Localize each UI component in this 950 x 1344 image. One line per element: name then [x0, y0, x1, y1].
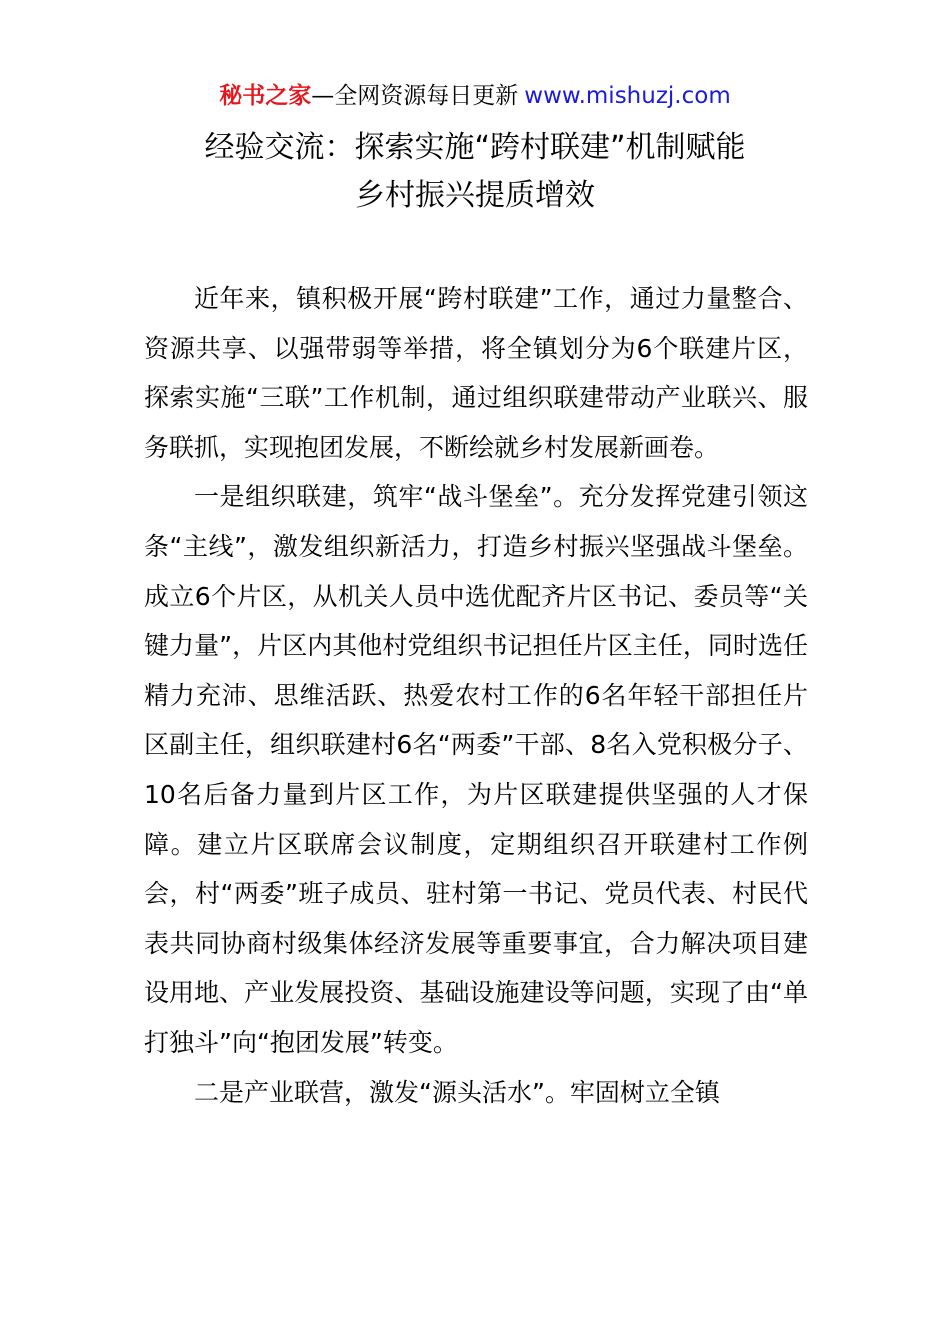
- title-line-1: 经验交流：探索实施“跨村联建”机制赋能: [204, 130, 746, 165]
- paragraph-organization: 一是组织联建，筑牢“战斗堡垒”。充分发挥党建引领这条“主线”，激发组织新活力，打造乡村振兴坚强战斗堡垒。成立6个片区，从机关人员中选优配齐片区书记、委员等“关键力量”，片区内其他村党组织书记担任片区主任，同时选任精力充沛、思维活跃、热爱农村工作的6名年轻干部担任片区副主任，组织联建村6名“两委”干部、8名入党积极分子、10名后备力量到片区工作，为片区联建提供坚强的人才保障。建立片区联席会议制度，定期组织召开联建村工作例会，村“两委”班子成员、驻村第一书记、党员代表、村民代表共同协商村级集体经济发展等重要事宜，合力解决项目建设用地、产业发展投资、基础设施建设等问题，实现了由“单打独斗”向“抱团发展”转变。: [144, 482, 808, 1057]
- site-brand: 秘书之家: [219, 83, 312, 109]
- title-line-2: 乡村振兴提质增效: [355, 178, 595, 213]
- document-title: [0, 124, 950, 220]
- site-url[interactable]: www.mishuzj.com: [524, 83, 731, 109]
- document-body: [144, 274, 808, 1117]
- paragraph-industry: 二是产业联营，激发“源头活水”。牢固树立全镇: [194, 1077, 720, 1107]
- site-header: [0, 80, 950, 112]
- paragraph-intro: 近年来，镇积极开展“跨村联建”工作，通过力量整合、资源共享、以强带弱等举措，将全镇划分为6个联建片区，探索实施“三联”工作机制，通过组织联建带动产业联兴、服务联抓，实现抱团发展，不断绘就乡村发展新画卷。: [144, 284, 808, 462]
- site-tagline: —全网资源每日更新: [311, 83, 519, 109]
